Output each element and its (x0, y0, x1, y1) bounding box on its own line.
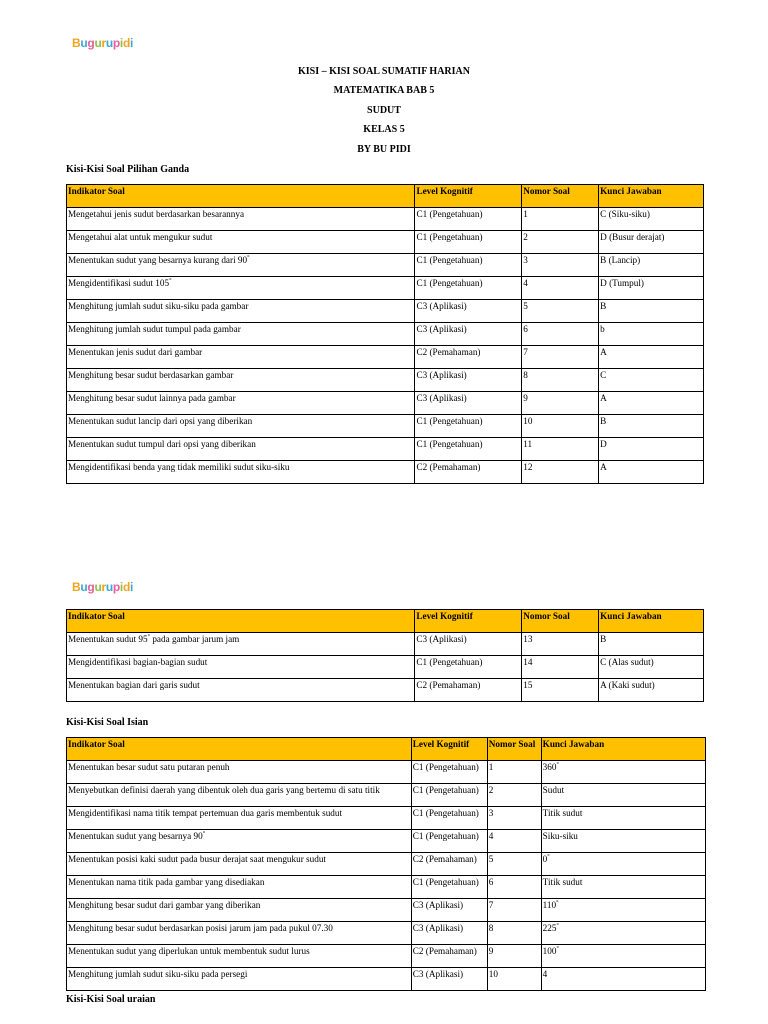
cell-indikator: Menentukan sudut 95° pada gambar jarum jam (67, 633, 415, 656)
col-header-kunci: Kunci Jawaban (599, 610, 704, 633)
cell-indikator: Menentukan bagian dari garis sudut (67, 679, 415, 702)
cell-level: C3 (Aplikasi) (411, 968, 487, 991)
cell-kunci: Titik sudut (541, 876, 705, 899)
table-row (67, 461, 704, 484)
cell-indikator: Menghitung besar sudut berdasarkan gambar (67, 369, 415, 392)
cell-kunci: D (Busur derajat) (599, 231, 704, 254)
cell-nomor: 2 (522, 231, 599, 254)
table-row (67, 853, 706, 876)
cell-level: C1 (Pengetahuan) (415, 438, 522, 461)
cell-level: C3 (Aplikasi) (415, 392, 522, 415)
cell-kunci: 110° (541, 899, 705, 922)
table-pg-continued (66, 609, 704, 702)
table-row (67, 208, 704, 231)
cell-kunci: 360° (541, 761, 705, 784)
table-row (67, 784, 706, 807)
cell-indikator: Menentukan sudut lancip dari opsi yang diberikan (67, 415, 415, 438)
cell-level: C1 (Pengetahuan) (411, 784, 487, 807)
section-title-pg: Kisi-Kisi Soal Pilihan Ganda (66, 164, 190, 175)
table-row (67, 830, 706, 853)
col-header-nomor: Nomor Soal (522, 610, 599, 633)
cell-indikator: Menentukan jenis sudut dari gambar (67, 346, 415, 369)
cell-kunci: 4 (541, 968, 705, 991)
cell-level: C1 (Pengetahuan) (415, 254, 522, 277)
table-row (67, 899, 706, 922)
doc-topic: SUDUT (367, 105, 401, 116)
cell-nomor: 3 (487, 807, 541, 830)
cell-kunci: B (599, 415, 704, 438)
cell-kunci: C (Siku-siku) (599, 208, 704, 231)
cell-nomor: 9 (522, 392, 599, 415)
cell-kunci: D (599, 438, 704, 461)
cell-nomor: 6 (522, 323, 599, 346)
cell-nomor: 11 (522, 438, 599, 461)
cell-indikator: Menghitung besar sudut berdasarkan posisi jarum jam pada pukul 07.30 (67, 922, 412, 945)
cell-level: C1 (Pengetahuan) (415, 208, 522, 231)
cell-indikator: Menghitung jumlah sudut siku-siku pada gambar (67, 300, 415, 323)
cell-kunci: A (599, 461, 704, 484)
col-header-kunci: Kunci Jawaban (541, 738, 705, 761)
cell-nomor: 1 (522, 208, 599, 231)
cell-level: C3 (Aplikasi) (415, 633, 522, 656)
cell-nomor: 5 (487, 853, 541, 876)
cell-nomor: 2 (487, 784, 541, 807)
cell-indikator: Mengidentifikasi bagian-bagian sudut (67, 656, 415, 679)
cell-kunci: C (599, 369, 704, 392)
cell-nomor: 13 (522, 633, 599, 656)
cell-indikator: Mengetahui jenis sudut berdasarkan besarannya (67, 208, 415, 231)
col-header-nomor: Nomor Soal (487, 738, 541, 761)
cell-kunci: 0° (541, 853, 705, 876)
cell-indikator: Menghitung besar sudut lainnya pada gambar (67, 392, 415, 415)
table-row (67, 392, 704, 415)
cell-indikator: Menentukan sudut yang besarnya 90° (67, 830, 412, 853)
col-header-indikator: Indikator Soal (67, 185, 415, 208)
table-row (67, 277, 704, 300)
cell-level: C1 (Pengetahuan) (411, 807, 487, 830)
table-row (67, 369, 704, 392)
cell-level: C1 (Pengetahuan) (415, 277, 522, 300)
cell-indikator: Menghitung jumlah sudut tumpul pada gambar (67, 323, 415, 346)
table-row (67, 300, 704, 323)
table-row (67, 231, 704, 254)
cell-level: C2 (Pemahaman) (415, 346, 522, 369)
cell-indikator: Menghitung jumlah sudut siku-siku pada persegi (67, 968, 412, 991)
table-header-row (67, 610, 704, 633)
cell-indikator: Menentukan besar sudut satu putaran penuh (67, 761, 412, 784)
cell-kunci: 100° (541, 945, 705, 968)
cell-kunci: B (Lancip) (599, 254, 704, 277)
logo: Bugurupidi (72, 36, 134, 50)
table-isian (66, 737, 706, 991)
cell-nomor: 1 (487, 761, 541, 784)
col-header-kunci: Kunci Jawaban (599, 185, 704, 208)
cell-nomor: 8 (522, 369, 599, 392)
cell-level: C1 (Pengetahuan) (411, 761, 487, 784)
cell-kunci: B (599, 633, 704, 656)
cell-nomor: 8 (487, 922, 541, 945)
cell-level: C1 (Pengetahuan) (411, 876, 487, 899)
cell-level: C3 (Aplikasi) (415, 300, 522, 323)
cell-nomor: 7 (487, 899, 541, 922)
table-row (67, 438, 704, 461)
table-row (67, 633, 704, 656)
cell-nomor: 6 (487, 876, 541, 899)
cell-nomor: 15 (522, 679, 599, 702)
cell-kunci: Sudut (541, 784, 705, 807)
cell-level: C2 (Pemahaman) (415, 679, 522, 702)
doc-author: BY BU PIDI (357, 144, 411, 155)
col-header-level: Level Kognitif (415, 185, 522, 208)
section-title-isian: Kisi-Kisi Soal Isian (66, 717, 149, 728)
table-row (67, 679, 704, 702)
table-row (67, 656, 704, 679)
logo: Bugurupidi (72, 580, 134, 594)
cell-level: C2 (Pemahaman) (415, 461, 522, 484)
cell-level: C2 (Pemahaman) (411, 945, 487, 968)
cell-indikator: Mengetahui alat untuk mengukur sudut (67, 231, 415, 254)
cell-kunci: C (Alas sudut) (599, 656, 704, 679)
cell-nomor: 9 (487, 945, 541, 968)
col-header-indikator: Indikator Soal (67, 738, 412, 761)
cell-level: C1 (Pengetahuan) (415, 656, 522, 679)
cell-nomor: 4 (487, 830, 541, 853)
table-row (67, 346, 704, 369)
cell-indikator: Menentukan sudut tumpul dari opsi yang diberikan (67, 438, 415, 461)
doc-title: KISI – KISI SOAL SUMATIF HARIAN (298, 66, 470, 77)
table-header-row (67, 738, 706, 761)
table-row (67, 323, 704, 346)
cell-level: C1 (Pengetahuan) (415, 415, 522, 438)
cell-indikator: Mengidentifikasi nama titik tempat pertemuan dua garis membentuk sudut (67, 807, 412, 830)
section-title-uraian: Kisi-Kisi Soal uraian (66, 994, 156, 1005)
cell-kunci: D (Tumpul) (599, 277, 704, 300)
cell-level: C3 (Aplikasi) (415, 369, 522, 392)
cell-nomor: 10 (522, 415, 599, 438)
cell-kunci: 225° (541, 922, 705, 945)
cell-indikator: Menentukan nama titik pada gambar yang disediakan (67, 876, 412, 899)
cell-nomor: 12 (522, 461, 599, 484)
table-header-row (67, 185, 704, 208)
cell-level: C1 (Pengetahuan) (411, 830, 487, 853)
table-row (67, 968, 706, 991)
col-header-level: Level Kognitif (411, 738, 487, 761)
cell-kunci: B (599, 300, 704, 323)
cell-level: C3 (Aplikasi) (415, 323, 522, 346)
cell-kunci: A (599, 346, 704, 369)
table-row (67, 761, 706, 784)
cell-indikator: Mengidentifikasi benda yang tidak memiliki sudut siku-siku (67, 461, 415, 484)
table-row (67, 876, 706, 899)
cell-nomor: 10 (487, 968, 541, 991)
cell-nomor: 3 (522, 254, 599, 277)
table-row (67, 254, 704, 277)
cell-nomor: 4 (522, 277, 599, 300)
table-row (67, 415, 704, 438)
table-row (67, 922, 706, 945)
cell-level: C2 (Pemahaman) (411, 853, 487, 876)
cell-nomor: 5 (522, 300, 599, 323)
col-header-level: Level Kognitif (415, 610, 522, 633)
col-header-indikator: Indikator Soal (67, 610, 415, 633)
cell-kunci: Siku-siku (541, 830, 705, 853)
cell-kunci: A (Kaki sudut) (599, 679, 704, 702)
cell-indikator: Menyebutkan definisi daerah yang dibentuk oleh dua garis yang bertemu di satu titik (67, 784, 412, 807)
cell-indikator: Menentukan sudut yang besarnya kurang dari 90° (67, 254, 415, 277)
table-pg (66, 184, 704, 484)
cell-kunci: A (599, 392, 704, 415)
table-row (67, 807, 706, 830)
cell-indikator: Mengidentifikasi sudut 105° (67, 277, 415, 300)
doc-subject: MATEMATIKA BAB 5 (333, 85, 435, 96)
cell-kunci: Titik sudut (541, 807, 705, 830)
doc-class: KELAS 5 (363, 124, 405, 135)
cell-level: C3 (Aplikasi) (411, 922, 487, 945)
cell-nomor: 7 (522, 346, 599, 369)
cell-indikator: Menentukan sudut yang diperlukan untuk membentuk sudut lurus (67, 945, 412, 968)
cell-level: C1 (Pengetahuan) (415, 231, 522, 254)
col-header-nomor: Nomor Soal (522, 185, 599, 208)
table-row (67, 945, 706, 968)
cell-indikator: Menghitung besar sudut dari gambar yang diberikan (67, 899, 412, 922)
cell-level: C3 (Aplikasi) (411, 899, 487, 922)
cell-kunci: b (599, 323, 704, 346)
cell-indikator: Menentukan posisi kaki sudut pada busur derajat saat mengukur sudut (67, 853, 412, 876)
cell-nomor: 14 (522, 656, 599, 679)
